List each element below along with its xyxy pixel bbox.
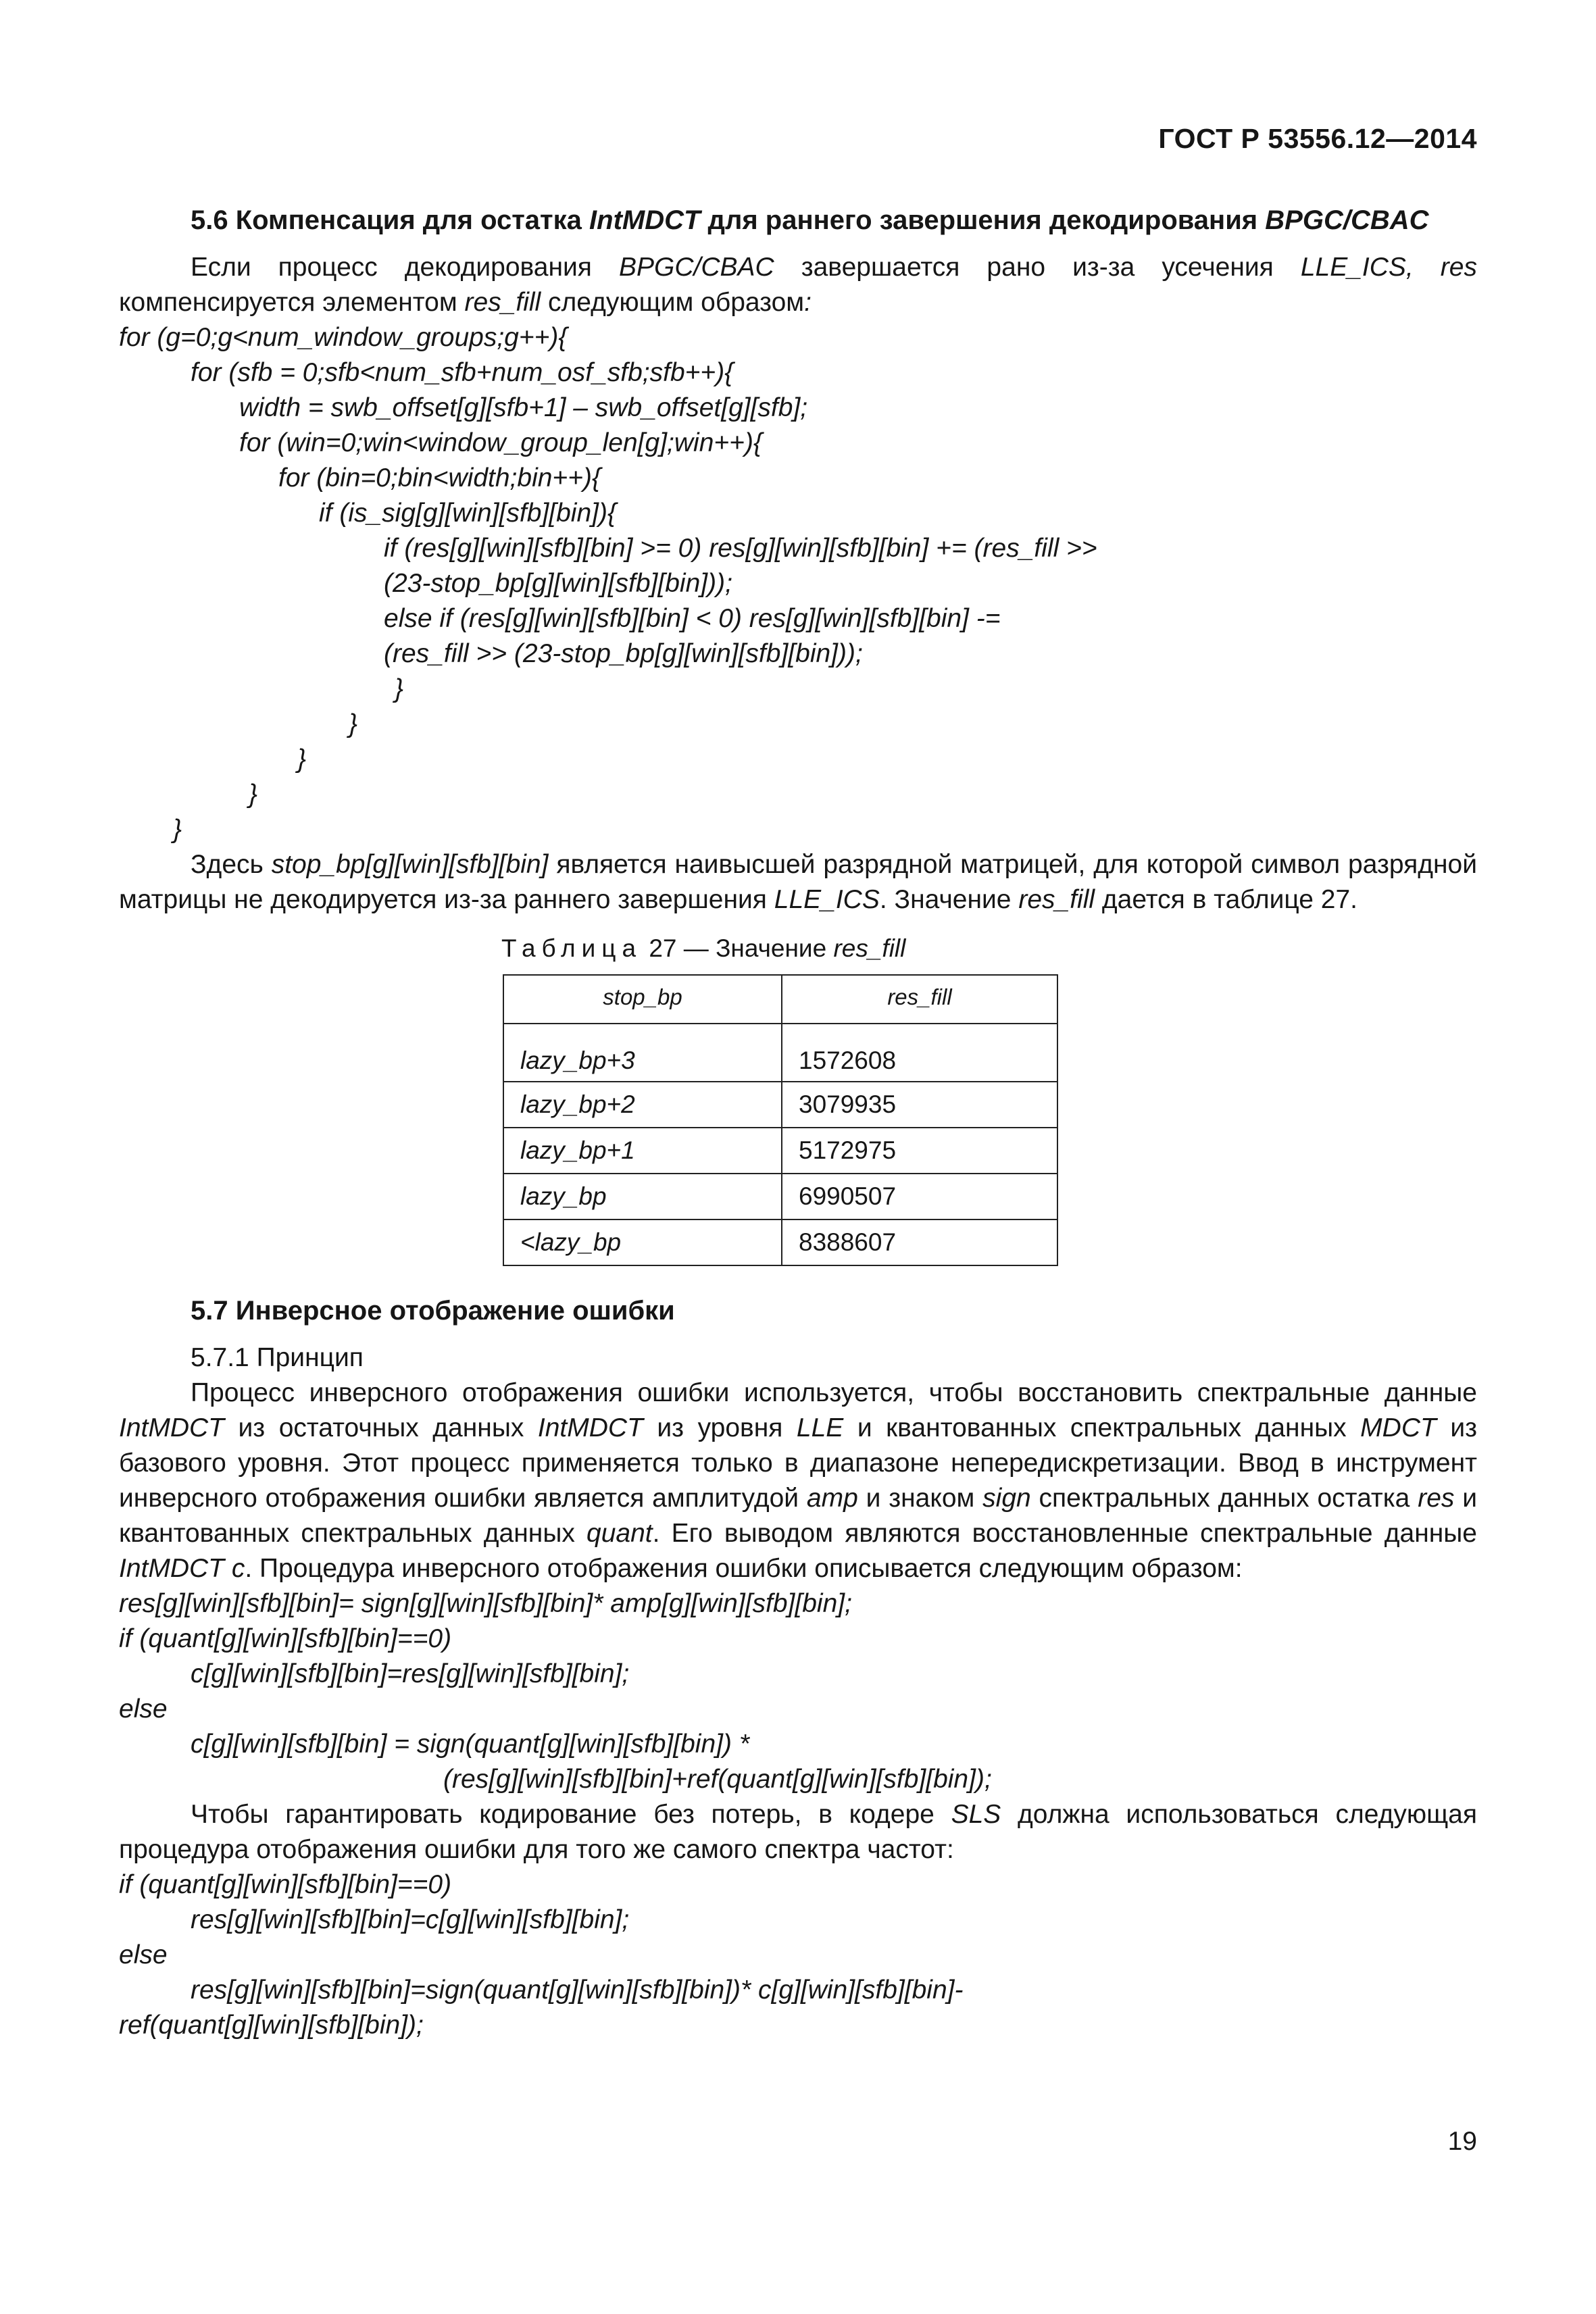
term: sign (982, 1484, 1031, 1513)
table-cell: lazy_bp+3 (503, 1024, 782, 1082)
code-line: width = swb_offset[g][sfb+1] – swb_offset[g][sfb]; (239, 393, 808, 422)
text-run: Чтобы гарантировать кодирование без потерь, в кодере (191, 1800, 951, 1829)
text-run: из базового уровня. Этот процесс применяется только в диапазоне непередискретизации. Ввод в инструмент инверсного отображения ошибки является амплитудой (119, 1413, 1477, 1513)
text-run: Процесс инверсного отображения ошибки используется, чтобы восстановить спектральные данные (191, 1378, 1477, 1407)
table-27-caption (501, 931, 1477, 966)
code-line: res[g][win][sfb][bin]= sign[g][win][sfb][bin]* amp[g][win][sfb][bin]; (119, 1589, 852, 1618)
code-line: for (g=0;g<num_window_groups;g++){ (119, 323, 568, 352)
text-run: компенсируется элементом (119, 288, 465, 317)
code-line: (23-stop_bp[g][win][sfb][bin])); (384, 569, 732, 598)
code-line: if (quant[g][win][sfb][bin]==0) (119, 1624, 452, 1653)
code-line: if (res[g][win][sfb][bin] >= 0) res[g][win][sfb][bin] += (res_fill >> (384, 534, 1097, 563)
code-line: else if (res[g][win][sfb][bin] < 0) res[g][win][sfb][bin] -= (384, 604, 1001, 633)
text-run: Здесь (191, 850, 272, 879)
text-run: должна использоваться следующая процедура отображения ошибки для того же самого спектра частот: (119, 1800, 1477, 1864)
code-line: else (119, 1940, 168, 1969)
table-row (503, 1128, 1057, 1174)
section-5-7-paragraph-1 (119, 1376, 1477, 1586)
term: IntMDCT c (119, 1554, 245, 1583)
term: res_fill (464, 288, 541, 317)
document-standard-number: ГОСТ Р 53556.12—2014 (1158, 123, 1477, 154)
heading-text: 5.6 Компенсация для остатка (191, 205, 590, 235)
text-run: . Процедура инверсного отображения ошибки описывается следующим образом: (245, 1554, 1243, 1583)
table-cell: 3079935 (782, 1082, 1057, 1128)
res-fill-table (503, 974, 1058, 1266)
code-block-compensation (119, 320, 1477, 847)
section-5-7-heading: 5.7 Инверсное отображение ошибки (191, 1296, 675, 1326)
text-run: и знаком (857, 1484, 983, 1513)
table-cell: 6990507 (782, 1174, 1057, 1219)
code-block-inverse-mapping (119, 1586, 1477, 1797)
caption-label: Таблица (501, 934, 643, 962)
term: BPGC/CBAC (618, 253, 774, 282)
text-run: из уровня (643, 1413, 797, 1442)
text-run: . Значение (879, 885, 1019, 914)
table-cell: lazy_bp+2 (503, 1082, 782, 1128)
section-5-7 (119, 1293, 1477, 2043)
term: IntMDCT (119, 1413, 224, 1442)
table-row (503, 1082, 1057, 1128)
page-number: 19 (1447, 2127, 1477, 2156)
term: res (1418, 1484, 1455, 1513)
code-line: ref(quant[g][win][sfb][bin]); (119, 2011, 424, 2040)
column-header-res-fill: res_fill (782, 975, 1057, 1024)
code-line: (res_fill >> (23-stop_bp[g][win][sfb][bin])); (384, 639, 863, 668)
heading-term: BPGC/CBAC (1265, 205, 1429, 235)
code-line: else (119, 1694, 168, 1724)
term: res_fill (1018, 885, 1095, 914)
code-block-forward-mapping (119, 1867, 1477, 2043)
text-run: завершается рано из-за усечения (774, 253, 1301, 282)
text-run: дается в таблице 27. (1095, 885, 1358, 914)
table-row (503, 1174, 1057, 1219)
code-line: } (297, 745, 307, 774)
code-line: if (is_sig[g][win][sfb][bin]){ (319, 499, 617, 528)
section-5-6-intro (119, 250, 1477, 320)
caption-term: res_fill (833, 934, 906, 962)
code-line: } (349, 709, 358, 738)
term: stop_bp[g][win][sfb][bin] (271, 850, 549, 879)
text-run: спектральных данных остатка (1030, 1484, 1418, 1513)
text-run: : (804, 288, 812, 317)
column-header-stop-bp: stop_bp (503, 975, 782, 1024)
term: LLE_ICS, res (1300, 253, 1477, 282)
text-run: следующим образом (541, 288, 805, 317)
code-line: res[g][win][sfb][bin]=c[g][win][sfb][bin]; (191, 1905, 630, 1934)
section-5-6-heading (119, 203, 1477, 238)
table-row (503, 1219, 1057, 1265)
code-line: for (win=0;win<window_group_len[g];win++){ (239, 428, 762, 457)
table-cell: 1572608 (782, 1024, 1057, 1082)
table-cell: lazy_bp (503, 1174, 782, 1219)
text-run: . Его выводом являются восстановленные спектральные данные (652, 1519, 1477, 1548)
term: LLE_ICS (774, 885, 880, 914)
subsection-5-7-1-heading: 5.7.1 Принцип (191, 1343, 364, 1372)
table-cell: 8388607 (782, 1219, 1057, 1265)
table-cell: 5172975 (782, 1128, 1057, 1174)
heading-text: для раннего завершения декодирования (700, 205, 1266, 235)
term: LLE (796, 1413, 844, 1442)
section-5-7-paragraph-2 (119, 1797, 1477, 1867)
code-line: } (173, 815, 182, 844)
table-cell: lazy_bp+1 (503, 1128, 782, 1174)
heading-term: IntMDCT (589, 205, 701, 235)
code-line: if (quant[g][win][sfb][bin]==0) (119, 1870, 452, 1899)
section-5-6-explanation (119, 847, 1477, 917)
table-header-row (503, 975, 1057, 1024)
text-run: Если процесс декодирования (191, 253, 619, 282)
text-run: и квантованных спектральных данных (119, 1484, 1478, 1548)
code-line: } (249, 780, 258, 809)
code-line: } (395, 674, 404, 703)
table-row (503, 1024, 1057, 1082)
term: amp (806, 1484, 858, 1513)
code-line: for (bin=0;bin<width;bin++){ (278, 463, 601, 493)
term: quant (587, 1519, 653, 1548)
caption-text: 27 — Значение (642, 934, 834, 962)
term: IntMDCT (537, 1413, 643, 1442)
code-line: res[g][win][sfb][bin]=sign(quant[g][win][sfb][bin])* c[g][win][sfb][bin]- (191, 1976, 964, 2005)
table-cell: <lazy_bp (503, 1219, 782, 1265)
text-run: является наивысшей разрядной матрицей, для которой символ разрядной матрицы не декодируется из-за раннего завершения (119, 850, 1477, 914)
code-line: c[g][win][sfb][bin]=res[g][win][sfb][bin]; (191, 1659, 630, 1688)
text-run: из остаточных данных (224, 1413, 538, 1442)
code-line: (res[g][win][sfb][bin]+ref(quant[g][win][sfb][bin]); (443, 1765, 992, 1794)
term: SLS (951, 1800, 1001, 1829)
page-content (119, 203, 1477, 2043)
code-line: c[g][win][sfb][bin] = sign(quant[g][win][sfb][bin]) * (191, 1730, 749, 1759)
code-line: for (sfb = 0;sfb<num_sfb+num_osf_sfb;sfb++){ (191, 358, 734, 387)
text-run: и квантованных спектральных данных (843, 1413, 1361, 1442)
term: MDCT (1360, 1413, 1437, 1442)
